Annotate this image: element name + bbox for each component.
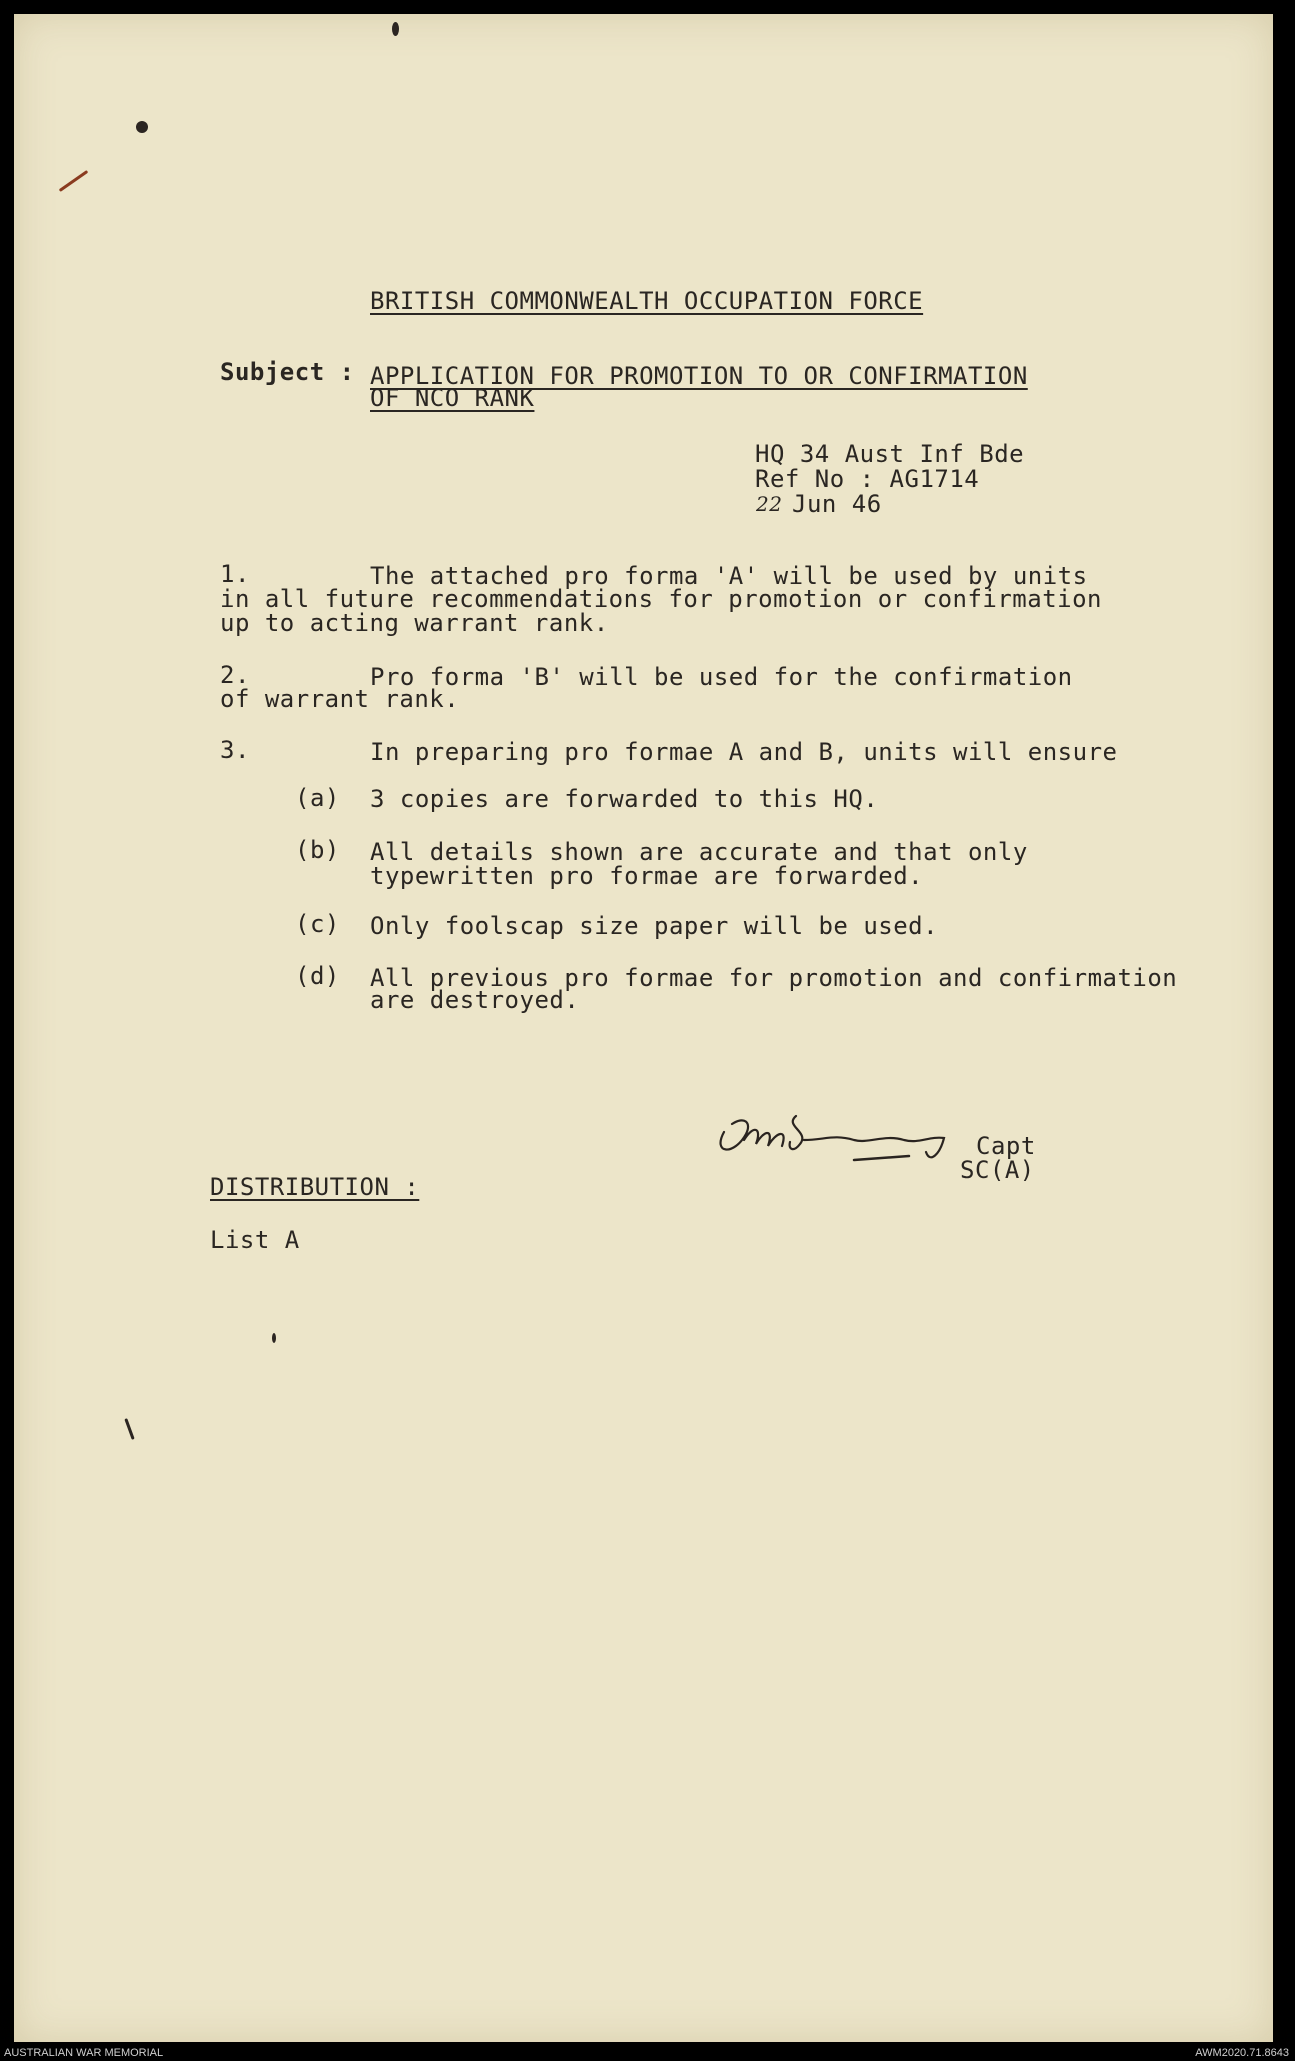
paragraph-text: of warrant rank. xyxy=(220,685,460,713)
item-text: All previous pro formae for promotion and confirmation xyxy=(370,964,1178,992)
paragraph-text: Pro forma 'B' will be used for the confirmation xyxy=(370,663,1073,691)
item-label: (a) xyxy=(295,784,340,812)
signature xyxy=(704,1094,994,1184)
item-text: Only foolscap size paper will be used. xyxy=(370,912,939,940)
paragraph-text: In preparing pro formae A and B, units will ensure xyxy=(370,738,1118,766)
paper-mark xyxy=(59,170,89,192)
item-text: typewritten pro formae are forwarded. xyxy=(370,862,924,890)
footer-institution: AUSTRALIAN WAR MEMORIAL xyxy=(4,2047,164,2059)
paragraph-number: 3. xyxy=(220,736,250,764)
signatory-appointment: SC(A) xyxy=(960,1156,1035,1184)
paper-mark xyxy=(124,1418,134,1440)
hq-designation: HQ 34 Aust Inf Bde xyxy=(755,440,1025,468)
distribution-list: List A xyxy=(210,1226,300,1254)
item-label: (c) xyxy=(295,910,340,938)
paragraph-text: in all future recommendations for promotion or confirmation xyxy=(220,585,1103,613)
signatory-rank: Capt xyxy=(976,1132,1036,1160)
paper-mark xyxy=(392,22,399,36)
paper-mark xyxy=(136,121,148,133)
distribution-label: DISTRIBUTION : xyxy=(210,1173,420,1201)
paper-mark xyxy=(272,1333,276,1343)
paragraph-text: up to acting warrant rank. xyxy=(220,609,609,637)
document-heading: BRITISH COMMONWEALTH OCCUPATION FORCE xyxy=(370,287,924,315)
item-label: (b) xyxy=(295,836,340,864)
footer-accession-number: AWM2020.71.8643 xyxy=(1195,2047,1289,2059)
handwritten-day: 22 xyxy=(756,492,783,516)
document-page xyxy=(14,14,1273,2042)
paragraph-text: The attached pro forma 'A' will be used by units xyxy=(370,562,1088,590)
subject-line: OF NCO RANK xyxy=(370,384,535,412)
paragraph-number: 2. xyxy=(220,661,250,689)
paragraph-number: 1. xyxy=(220,560,250,588)
subject-line: APPLICATION FOR PROMOTION TO OR CONFIRMATION xyxy=(370,362,1028,390)
item-text: are destroyed. xyxy=(370,986,580,1014)
item-text: All details shown are accurate and that only xyxy=(370,838,1028,866)
item-label: (d) xyxy=(295,962,340,990)
subject-label: Subject : xyxy=(220,358,355,386)
item-text: 3 copies are forwarded to this HQ. xyxy=(370,785,879,813)
reference-number: Ref No : AG1714 xyxy=(755,465,980,493)
document-date: Jun 46 xyxy=(792,490,882,518)
